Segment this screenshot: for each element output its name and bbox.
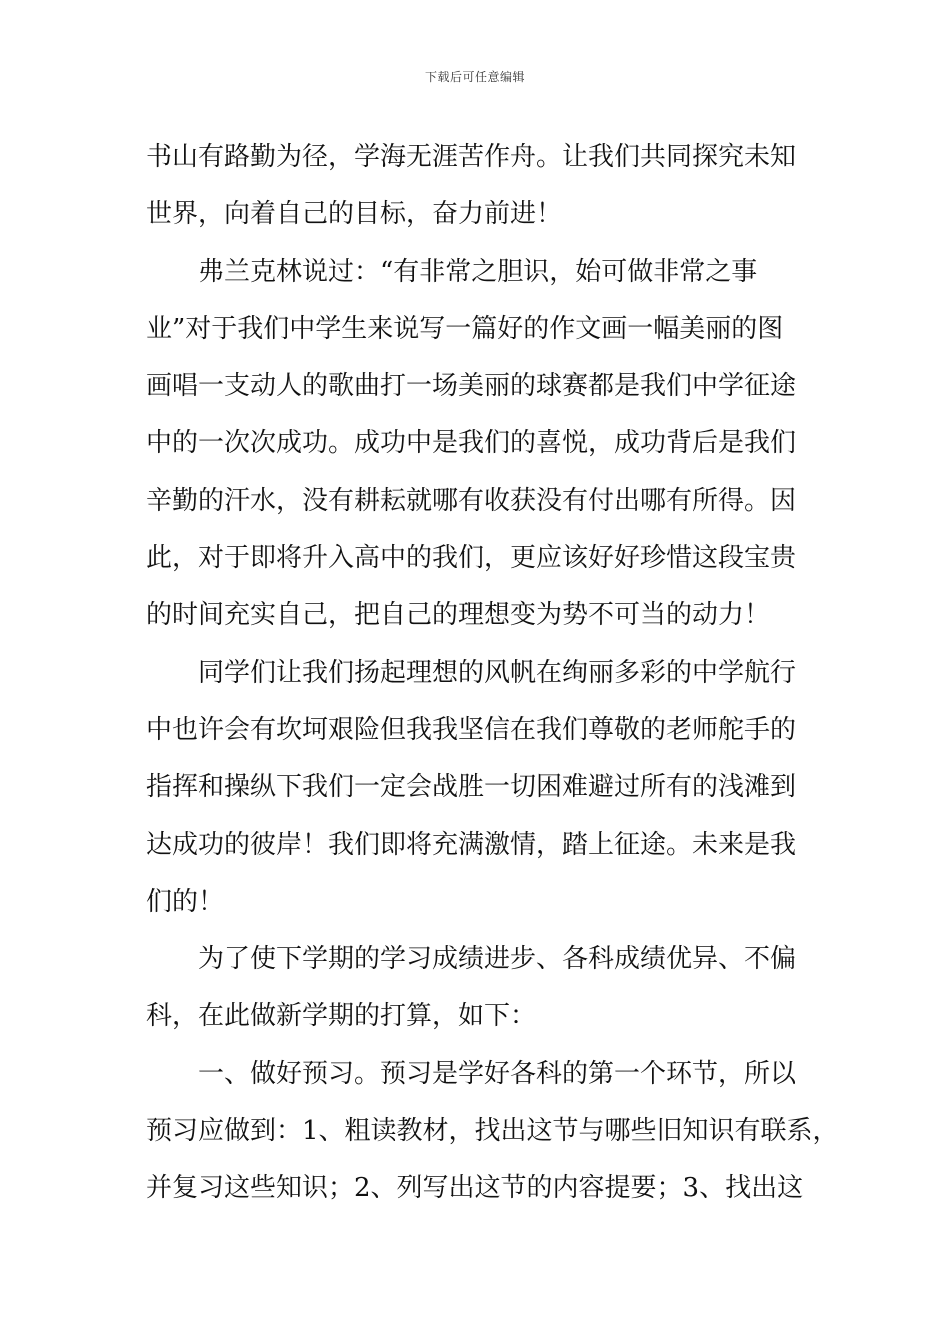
text-line: 一、做好预习。预习是学好各科的第一个环节，所以 (198, 1058, 797, 1089)
text-line: 预习应做到：1、粗读教材，找出这节与哪些旧知识有联系， (146, 1116, 839, 1147)
text-line: 同学们让我们扬起理想的风帆在绚丽多彩的中学航行 (198, 657, 797, 688)
text-line: 们的！ (146, 886, 225, 917)
text-line: 世界，向着自己的目标，奋力前进！ (146, 199, 563, 230)
text-line: 画唱一支动人的歌曲打一场美丽的球赛都是我们中学征途 (146, 371, 797, 402)
text-line: 弗兰克林说过：“有非常之胆识，始可做非常之事 (198, 256, 758, 287)
text-line: 为了使下学期的学习成绩进步、各科成绩优异、不偏 (198, 944, 797, 975)
text-line: 指挥和操纵下我们一定会战胜一切困难避过所有的浅滩到 (146, 772, 797, 803)
text-line: 并复习这些知识；2、列写出这节的内容提要；3、找出这 (146, 1173, 804, 1204)
text-line: 中的一次次成功。成功中是我们的喜悦，成功背后是我们 (146, 428, 797, 459)
document-body (146, 129, 839, 1218)
text-line: 此，对于即将升入高中的我们，更应该好好珍惜这段宝贵 (146, 543, 797, 574)
text-line: 书山有路勤为径，学海无涯苦作舟。让我们共同探究未知 (146, 142, 797, 172)
text-line: 中也许会有坎坷艰险但我我坚信在我们尊敬的老师舵手的 (146, 714, 797, 745)
text-line: 业”对于我们中学生来说写一篇好的作文画一幅美丽的图 (146, 313, 784, 344)
text-line: 达成功的彼岸！我们即将充满激情，踏上征途。未来是我 (146, 829, 797, 860)
page-header: 下载后可任意编辑 (424, 70, 525, 84)
text-line: 的时间充实自己，把自己的理想变为势不可当的动力！ (146, 600, 771, 631)
text-line: 科，在此做新学期的打算，如下： (146, 1001, 537, 1032)
text-line: 辛勤的汗水，没有耕耘就哪有收获没有付出哪有所得。因 (146, 485, 797, 516)
